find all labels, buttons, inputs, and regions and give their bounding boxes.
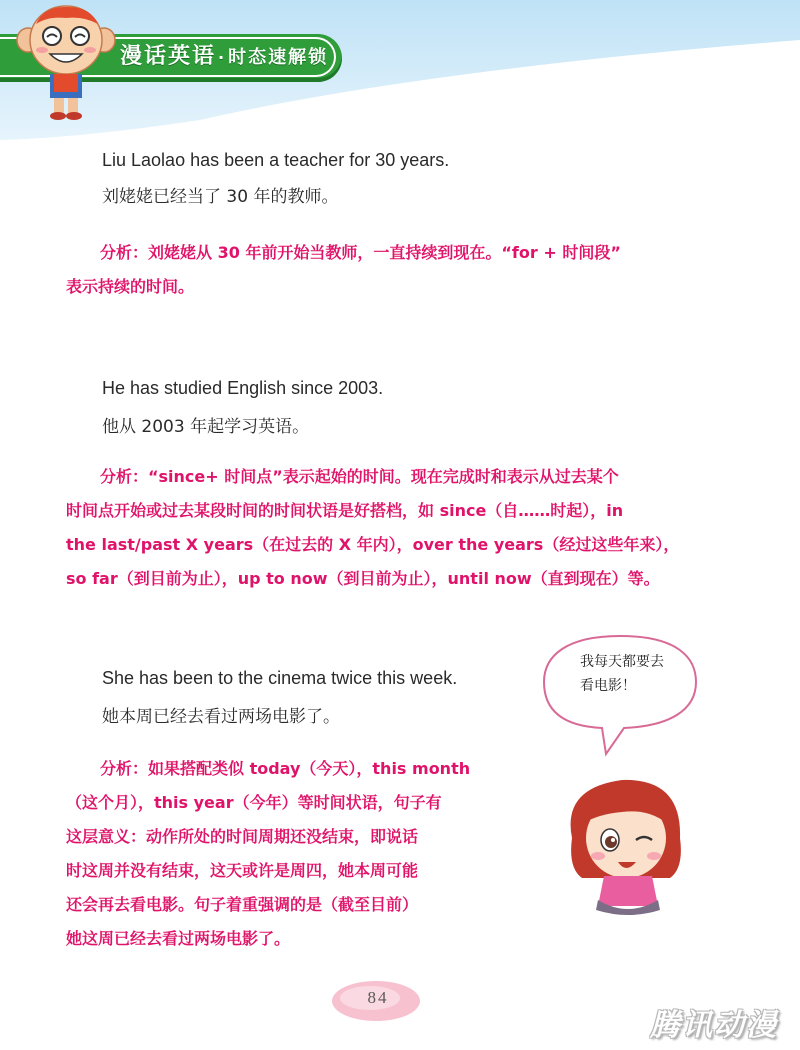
analysis-line: 还会再去看电影。句子着重强调的是（截至目前） bbox=[66, 895, 419, 914]
analysis-line: 她这周已经去看过两场电影了。 bbox=[66, 929, 291, 948]
analysis-line: 分析：“since+ 时间点”表示起始的时间。现在完成时和表示从过去某个 bbox=[100, 467, 619, 486]
analysis-line: 时这周并没有结束，这天或许是周四，她本周可能 bbox=[66, 861, 419, 880]
example-1-english: Liu Laolao has been a teacher for 30 years. bbox=[102, 150, 450, 170]
bubble-line: 我每天都要去 bbox=[580, 654, 664, 670]
example-2-chinese: 他从 2003 年起学习英语。 bbox=[102, 417, 310, 437]
header-title-main: 漫话英语 bbox=[120, 44, 217, 69]
example-3-english: She has been to the cinema twice this week. bbox=[102, 668, 458, 688]
example-2-analysis bbox=[66, 460, 679, 596]
page-number: 84 bbox=[367, 988, 389, 1007]
example-3-chinese: 她本周已经去看过两场电影了。 bbox=[102, 707, 340, 727]
example-3-analysis bbox=[66, 752, 470, 956]
header-title-dot: · bbox=[218, 48, 227, 67]
analysis-line: the last/past X years（在过去的 X 年内），over the years（经过这些年来）， bbox=[66, 535, 680, 554]
bubble-line: 看电影！ bbox=[580, 678, 636, 694]
analysis-line: 这层意义：动作所处的时间周期还没结束，即说话 bbox=[66, 827, 419, 846]
example-1-analysis bbox=[66, 236, 621, 304]
header-title bbox=[120, 42, 328, 72]
analysis-line: 时间点开始或过去某段时间的时间状语是好搭档，如 since（自……时起），in bbox=[66, 501, 624, 520]
example-1-chinese: 刘姥姥已经当了 30 年的教师。 bbox=[102, 187, 339, 207]
analysis-line: （这个月），this year（今年）等时间状语，句子有 bbox=[66, 793, 442, 812]
example-2-english: He has studied English since 2003. bbox=[102, 378, 384, 398]
analysis-line: so far（到目前为止），up to now（到目前为止），until now（直到现在）等。 bbox=[66, 569, 660, 588]
analysis-line: 分析：如果搭配类似 today（今天），this month bbox=[100, 759, 471, 778]
girl-character-illustration bbox=[552, 768, 702, 918]
watermark-logo: 腾讯动漫 bbox=[650, 1008, 778, 1043]
analysis-line: 表示持续的时间。 bbox=[66, 277, 195, 296]
analysis-line: 分析：刘姥姥从 30 年前开始当教师，一直持续到现在。“for + 时间段” bbox=[100, 243, 621, 262]
mascot-boy-illustration bbox=[14, 2, 118, 124]
header-title-sub: 时态速解锁 bbox=[228, 47, 329, 68]
speech-bubble-text bbox=[580, 650, 690, 698]
